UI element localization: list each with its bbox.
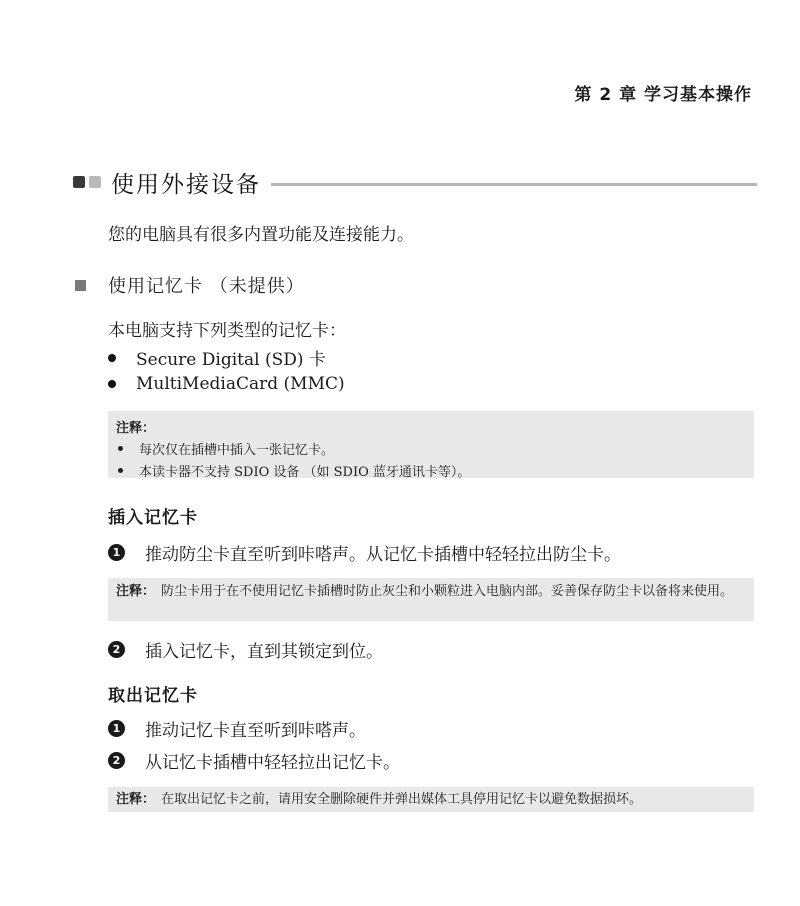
note-item — [116, 461, 746, 480]
subsection-title: 使用记忆卡 （未提供） — [108, 276, 305, 297]
list-item — [108, 374, 345, 394]
note-label: 注释： — [116, 421, 156, 436]
step-item — [108, 748, 400, 773]
bullet-icon — [118, 468, 123, 473]
section-rule — [271, 183, 757, 186]
subsection-header — [75, 272, 305, 298]
note-label: 注释： — [116, 584, 156, 599]
step-number-icon: 1 — [108, 720, 125, 737]
card-support-lead: 本电脑支持下列类型的记忆卡： — [108, 321, 346, 341]
card-type-mmc: MultiMediaCard (MMC) — [136, 374, 345, 394]
step-number-icon: 1 — [108, 544, 125, 561]
note-box — [108, 787, 754, 812]
step-text: 推动防尘卡直至听到咔嗒声。从记忆卡插槽中轻轻拉出防尘卡。 — [145, 545, 621, 565]
section-header — [73, 166, 757, 198]
note-box — [108, 411, 754, 478]
step-item — [108, 637, 383, 662]
step-text: 推动记忆卡直至听到咔嗒声。 — [145, 721, 366, 741]
insert-card-heading: 插入记忆卡 — [108, 508, 198, 528]
section-marker-dark-icon — [73, 176, 85, 188]
step-number-icon: 2 — [108, 641, 125, 658]
note-item-text: 本读卡器不支持 SDIO 设备 （如 SDIO 蓝牙通讯卡等）。 — [139, 465, 471, 480]
note-label: 注释： — [116, 792, 156, 807]
section-intro: 您的电脑具有很多内置功能及连接能力。 — [108, 225, 414, 245]
bullet-icon — [108, 354, 116, 362]
step-item — [108, 540, 621, 565]
square-bullet-icon — [75, 280, 86, 291]
section-marker-light-icon — [89, 176, 101, 188]
step-text: 从记忆卡插槽中轻轻拉出记忆卡。 — [145, 753, 400, 773]
section-title: 使用外接设备 — [111, 171, 261, 198]
step-item — [108, 716, 366, 741]
remove-card-heading: 取出记忆卡 — [108, 686, 198, 706]
note-text: 防尘卡用于在不使用记忆卡插槽时防止灰尘和小颗粒进入电脑内部。妥善保存防尘卡以备将来使用。 — [161, 584, 734, 599]
note-item-text: 每次仅在插槽中插入一张记忆卡。 — [139, 443, 335, 458]
step-number-icon: 2 — [108, 752, 125, 769]
note-text: 在取出记忆卡之前，请用安全删除硬件并弹出媒体工具停用记忆卡以避免数据损坏。 — [161, 792, 643, 807]
bullet-icon — [108, 380, 116, 388]
bullet-icon — [118, 446, 123, 451]
chapter-header: 第 2 章 学习基本操作 — [574, 85, 752, 105]
list-item — [108, 345, 326, 370]
note-item — [116, 439, 746, 458]
note-box — [108, 578, 754, 621]
step-text: 插入记忆卡，直到其锁定到位。 — [145, 642, 383, 662]
card-type-sd: Secure Digital (SD) 卡 — [136, 350, 326, 370]
